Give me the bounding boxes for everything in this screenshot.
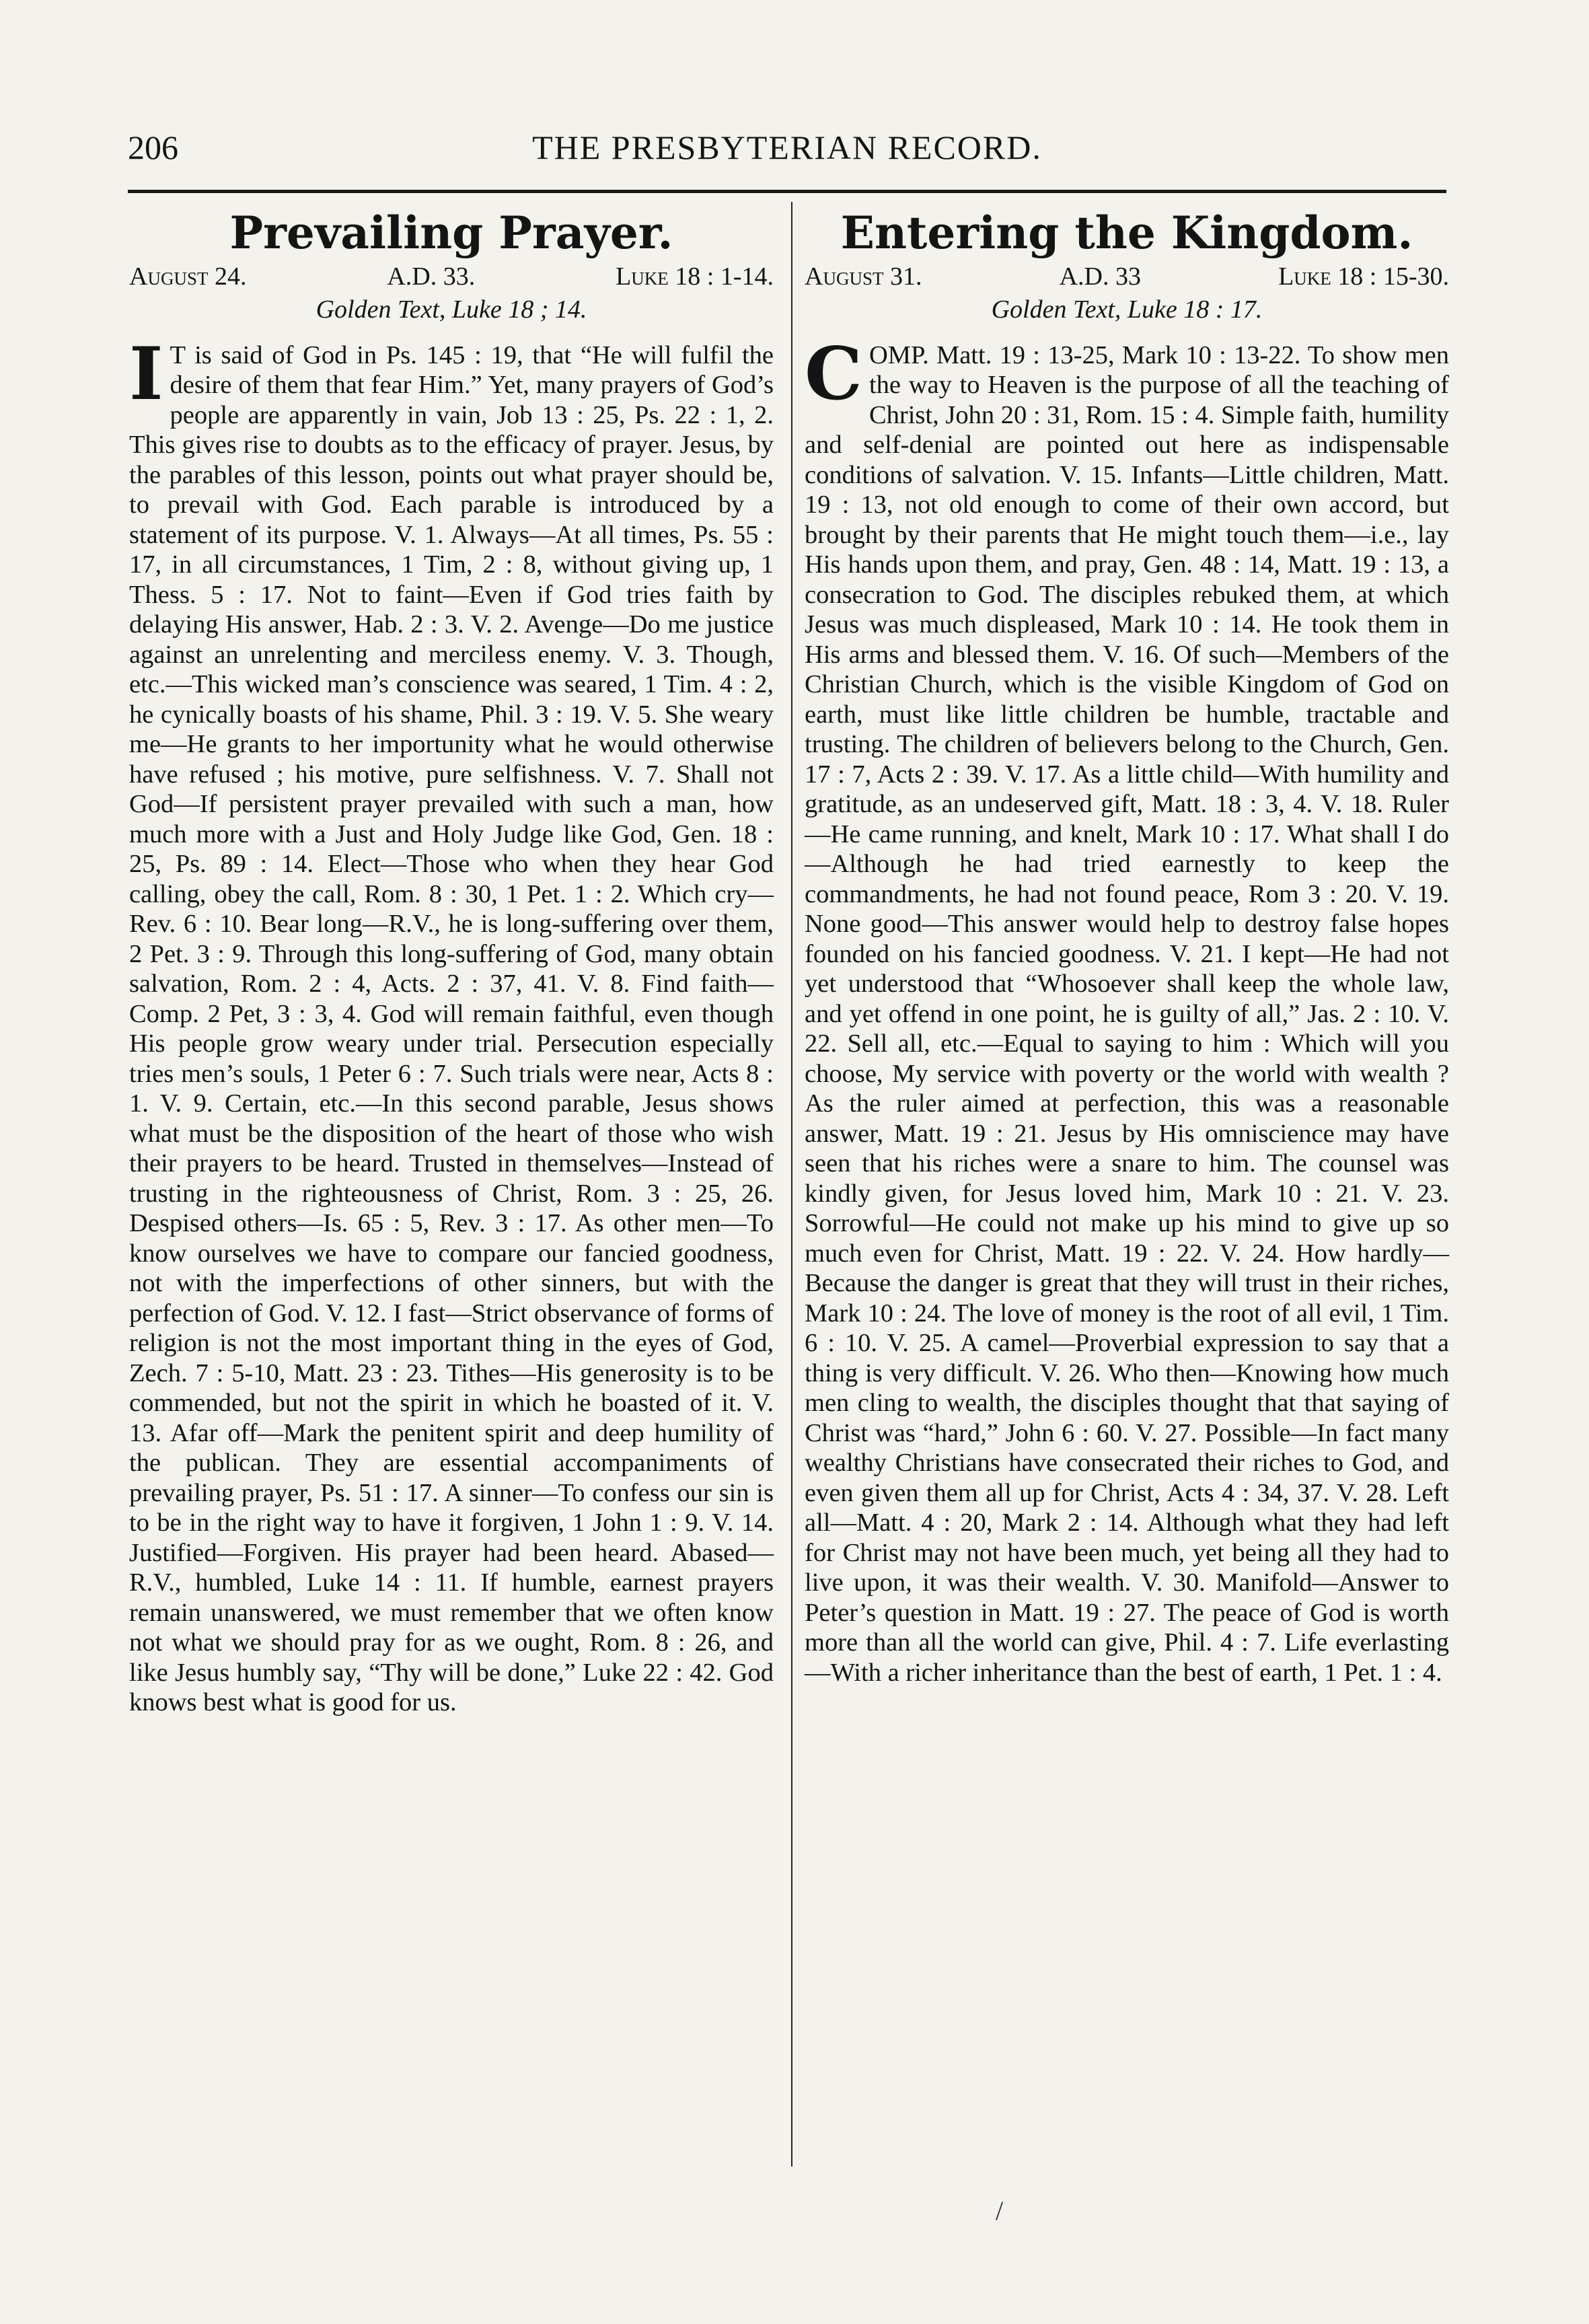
- lesson-date: August 24.: [129, 262, 247, 291]
- lesson-date: August 31.: [805, 262, 922, 291]
- lesson-prevailing-prayer: [129, 209, 774, 1718]
- footer-mark: /: [996, 2195, 1004, 2226]
- golden-text: Golden Text, Luke 18 ; 14.: [316, 295, 587, 324]
- golden-text: Golden Text, Luke 18 : 17.: [991, 295, 1263, 324]
- lesson-entering-the-kingdom: [805, 209, 1449, 1687]
- lesson-title: Prevailing Prayer.: [229, 207, 673, 259]
- running-title: THE PRESBYTERIAN RECORD.: [532, 129, 1042, 166]
- lesson-meta: [129, 262, 774, 293]
- lesson-year: A.D. 33: [1059, 262, 1141, 291]
- lesson-title: Entering the Kingdom.: [840, 207, 1413, 259]
- lesson-body: [129, 331, 774, 1718]
- lesson-scripture-ref: Luke 18 : 1-14.: [616, 262, 774, 291]
- page-header: [128, 128, 1446, 182]
- lesson-meta: [805, 262, 1449, 293]
- page-number: 206: [128, 129, 178, 166]
- header-rule: [128, 190, 1446, 193]
- column-divider: [791, 202, 792, 2167]
- lesson-scripture-ref: Luke 18 : 15-30.: [1278, 262, 1449, 291]
- lesson-body-text: OMP. Matt. 19 : 13-25, Mark 10 : 13-22. To show men the way to Heaven is the purpose of all the teaching of Christ, John 20 : 31, Rom. 15 : 4. Simple faith, humility and self-denial are pointed out here as indispensable conditions of salvation. V. 15. Infants—Little children, Matt. 19 : 13, not old enough to come of their own accord, but brought by their parents that He might touch them—i.e., lay His hands upon them, and pray, Gen. 48 : 14, Matt. 19 : 13, a consecration to God. The disciples rebuked them, at which Jesus was much displeased, Mark 10 : 14. He took them in His arms and blessed them. V. 16. Of such—Members of the Christian Church, which is the visible Kingdom of God on earth, must like little children be humble, tractable and trusting. The children of believers belong to the Church, Gen. 17 : 7, Acts 2 : 39. V. 17. As a little child—With humility and gratitude, as an undeserved gift, Matt. 18 : 3, 4. V. 18. Ruler—He came running, and knelt, Mark 10 : 17. What shall I do—Although he had tried earnestly to keep the commandments, he had not found peace, Rom 3 : 20. V. 19. None good—This answer would help to destroy false hopes founded on his fancied goodness. V. 21. I kept—He had not yet understood that “Whosoever shall keep the whole law, and yet offend in one point, he is guilty of all,” Jas. 2 : 10. V. 22. Sell all, etc.—Equal to saying to him : Which will you choose, My service with poverty or the world with wealth ? As the ruler aimed at perfection, this was a reasonable answer, Matt. 19 : 21. Jesus by His omniscience may have seen that his riches were a snare to him. The counsel was kindly given, for Jesus loved him, Mark 10 : 21. V. 23. Sorrowful—He could not make up his mind to give up so much even for Christ, Matt. 19 : 22. V. 24. How hardly—Because the danger is great that they will trust in their riches, Mark 10 : 24. The love of money is the root of all evil, 1 Tim. 6 : 10. V. 25. A camel—Proverbial expression to say that a thing is very difficult. V. 26. Who then—Knowing how much men cling to wealth, the disciples thought that that saying of Christ was “hard,” John 6 : 60. V. 27. Possible—In fact many wealthy Christians have consecrated their riches to God, and even given them all up for Christ, Acts 4 : 34, 37. V. 28. Left all—Matt. 4 : 20, Mark 2 : 14. Although what they had left for Christ may not have been much, yet being all they had to live upon, it was their wealth. V. 30. Manifold—Answer to Peter’s question in Matt. 19 : 27. The peace of God is worth more than all the world can give, Phil. 4 : 7. Life everlasting—With a richer inheritance than the best of earth, 1 Pet. 1 : 4.: [805, 340, 1449, 1687]
- lesson-body-text: T is said of God in Ps. 145 : 19, that “He will fulfil the desire of them that fear Him.” Yet, many prayers of God’s people are apparently in vain, Job 13 : 25, Ps. 22 : 1, 2. This gives rise to doubts as to the efficacy of prayer. Jesus, by the parables of this lesson, points out what prayer should be, to prevail with God. Each parable is introduced by a statement of its purpose. V. 1. Always—At all times, Ps. 55 : 17, in all circumstances, 1 Tim, 2 : 8, without giving up, 1 Thess. 5 : 17. Not to faint—Even if God tries faith by delaying His answer, Hab. 2 : 3. V. 2. Avenge—Do me justice against an unrelenting and merciless enemy. V. 3. Though, etc.—This wicked man’s conscience was seared, 1 Tim. 4 : 2, he cynically boasts of his shame, Phil. 3 : 19. V. 5. She weary me—He grants to her importunity what he would otherwise have refused ; his motive, pure selfishness. V. 7. Shall not God—If persistent prayer prevailed with such a man, how much more with a Just and Holy Judge like God, Gen. 18 : 25, Ps. 89 : 14. Elect—Those who when they hear God calling, obey the call, Rom. 8 : 30, 1 Pet. 1 : 2. Which cry—Rev. 6 : 10. Bear long—R.V., he is long-suffering over them, 2 Pet. 3 : 9. Through this long-suffering of God, many obtain salvation, Rom. 2 : 4, Acts. 2 : 37, 41. V. 8. Find faith—Comp. 2 Pet, 3 : 3, 4. God will remain faithful, even though His people grow weary under trial. Persecution especially tries men’s souls, 1 Peter 6 : 7. Such trials were near, Acts 8 : 1. V. 9. Certain, etc.—In this second parable, Jesus shows what must be the disposition of the heart of those who wish their prayers to be heard. Trusted in themselves—Instead of trusting in the righteousness of Christ, Rom. 3 : 25, 26. Despised others—Is. 65 : 5, Rev. 3 : 17. As other men—To know ourselves we have to compare our fancied goodness, not with the imperfections of other sinners, but with the perfection of God. V. 12. I fast—Strict observance of forms of religion is not the most important thing in the eyes of God, Zech. 7 : 5-10, Matt. 23 : 23. Tithes—His generosity is to be commended, but not the spirit in which he boasted of it. V. 13. Afar off—Mark the penitent spirit and deep humility of the publican. They are essential accompaniments of prevailing prayer, Ps. 51 : 17. A sinner—To confess our sin is to be in the right way to have it forgiven, 1 John 1 : 9. V. 14. Justified—Forgiven. His prayer had been heard. Abased—R.V., humbled, Luke 14 : 11. If humble, earnest prayers remain unanswered, we must remember that we often know not what we should pray for as we ought, Rom. 8 : 26, and like Jesus humbly say, “Thy will be done,” Luke 22 : 42. God knows best what is good for us.: [129, 340, 774, 1717]
- lesson-body: [805, 331, 1449, 1688]
- drop-cap: C: [805, 331, 862, 416]
- lesson-year: A.D. 33.: [387, 262, 476, 291]
- drop-cap: I: [129, 331, 163, 416]
